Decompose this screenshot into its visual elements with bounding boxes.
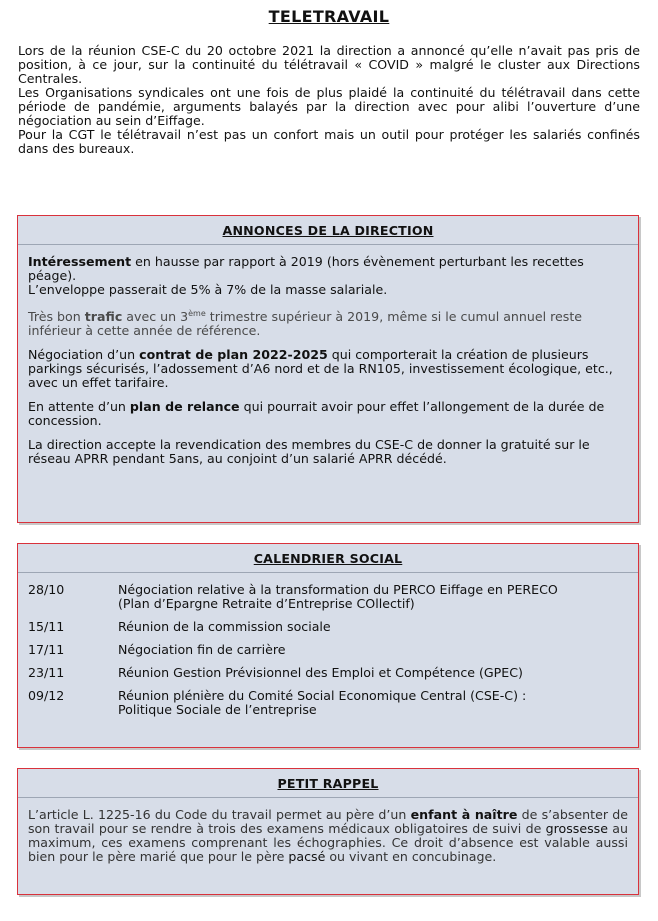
announcement-keyword: Intéressement xyxy=(28,254,132,269)
announcement-text: Négociation d’un xyxy=(28,347,140,363)
calendar-event-text: Réunion plénière du Comité Social Economique Central (CSE-C) : xyxy=(118,688,527,703)
reminder-term: pacsé xyxy=(288,849,326,864)
calendar-date: 17/11 xyxy=(28,642,65,657)
reminder-text: de s’absenter de son travail pour se rendre à trois des examens médicaux obligatoires de suivi de xyxy=(28,807,628,836)
direction-heading: ANNONCES DE LA DIRECTION xyxy=(18,224,638,245)
calendar-event-subtext: Politique Sociale de l’entreprise xyxy=(118,702,317,717)
reminder-paragraph xyxy=(28,808,628,864)
calendar-date: 23/11 xyxy=(28,665,65,680)
announcement-text: qui pourrait avoir pour effet l’allongement de la durée de concession. xyxy=(28,399,605,429)
reminder-box xyxy=(17,768,639,895)
calendar-row xyxy=(28,643,628,657)
calendar-event xyxy=(118,583,628,611)
intro-paragraph: Lors de la réunion CSE-C du 20 octobre 2021 la direction a annoncé qu’elle n’avait pas pris de position, à ce jour, sur la continuité du télétravail « COVID » malgré le cluster aux Directions Centrales. xyxy=(18,43,640,86)
announcement-text: L’enveloppe passerait de 5% à 7% de la masse salariale. xyxy=(28,282,388,297)
calendar-heading: CALENDRIER SOCIAL xyxy=(18,552,638,573)
announcement-keyword: trafic xyxy=(84,309,123,325)
calendar-date: 09/12 xyxy=(28,688,65,703)
announcement-interessement xyxy=(28,255,628,297)
reminder-term: grossesse xyxy=(545,821,608,836)
announcement-text: en hausse par rapport à 2019 (hors évènement perturbant les recettes péage). xyxy=(28,254,584,283)
announcement-keyword: contrat de plan 2022-2025 xyxy=(139,347,328,363)
calendar-event-text: Réunion Gestion Prévisionnel des Emploi et Compétence (GPEC) xyxy=(118,665,523,680)
announcement-text: En attente d’un xyxy=(28,399,130,415)
reminder-text: L’article L. 1225-16 du Code du travail permet au père d’un xyxy=(28,807,411,822)
announcement-plan-de-relance xyxy=(28,400,628,428)
announcement-contrat-de-plan xyxy=(28,348,628,390)
calendar-date: 28/10 xyxy=(28,582,65,597)
direction-announcements-box xyxy=(17,215,639,523)
intro-section xyxy=(18,44,640,156)
announcement-keyword: plan de relance xyxy=(129,399,240,415)
calendar-row xyxy=(28,620,628,634)
calendar-row xyxy=(28,689,628,717)
calendar-event-text: Négociation fin de carrière xyxy=(118,642,286,657)
reminder-text: au maximum, ces examens comprenant les échographies. Ce droit d’absence est valable aussi bien pour le père marié que pour le père xyxy=(28,821,628,864)
reminder-text: ou vivant en concubinage. xyxy=(325,849,497,864)
calendar-event-text: Réunion de la commission sociale xyxy=(118,619,331,634)
page-title: TELETRAVAIL xyxy=(268,7,390,26)
calendar-row xyxy=(28,583,628,611)
social-calendar-box xyxy=(17,543,639,748)
announcement-text: Très bon xyxy=(28,309,85,325)
announcement-text: qui comporterait la création de plusieurs parkings sécurisés, l’adossement d’A6 nord et de la RN105, investissement écologique, etc., avec un effet tarifaire. xyxy=(28,347,613,391)
announcement-trafic xyxy=(28,307,628,338)
announcement-text: trimestre supérieur à 2019, même si le cumul annuel reste inférieur à cette année de référence. xyxy=(28,309,583,339)
intro-paragraph: Les Organisations syndicales ont une fois de plus plaidé la continuité du télétravail dans cette période de pandémie, arguments balayés par la direction avec pour alibi l’ouverture d’une négociation au sein d’Eiffage. xyxy=(18,85,640,128)
announcement-text: avec un 3 xyxy=(122,309,189,325)
intro-paragraph: Pour la CGT le télétravail n’est pas un confort mais un outil pour protéger les salariés confinés dans des bureaux. xyxy=(18,127,640,156)
calendar-event-subtext: (Plan d’Epargne Retraite d’Entreprise COllectif) xyxy=(118,596,415,611)
announcement-gratuite: La direction accepte la revendication des membres du CSE-C de donner la gratuité sur le réseau APRR pendant 5ans, au conjoint d’un salarié APRR décédé. xyxy=(28,437,590,467)
calendar-event-text: Négociation relative à la transformation du PERCO Eiffage en PERECO xyxy=(118,582,558,597)
reminder-heading: PETIT RAPPEL xyxy=(18,777,638,798)
calendar-row xyxy=(28,666,628,680)
calendar-date: 15/11 xyxy=(28,619,65,634)
reminder-keyword: enfant à naître xyxy=(410,807,518,822)
calendar-event xyxy=(118,689,628,717)
superscript: ème xyxy=(188,309,206,318)
